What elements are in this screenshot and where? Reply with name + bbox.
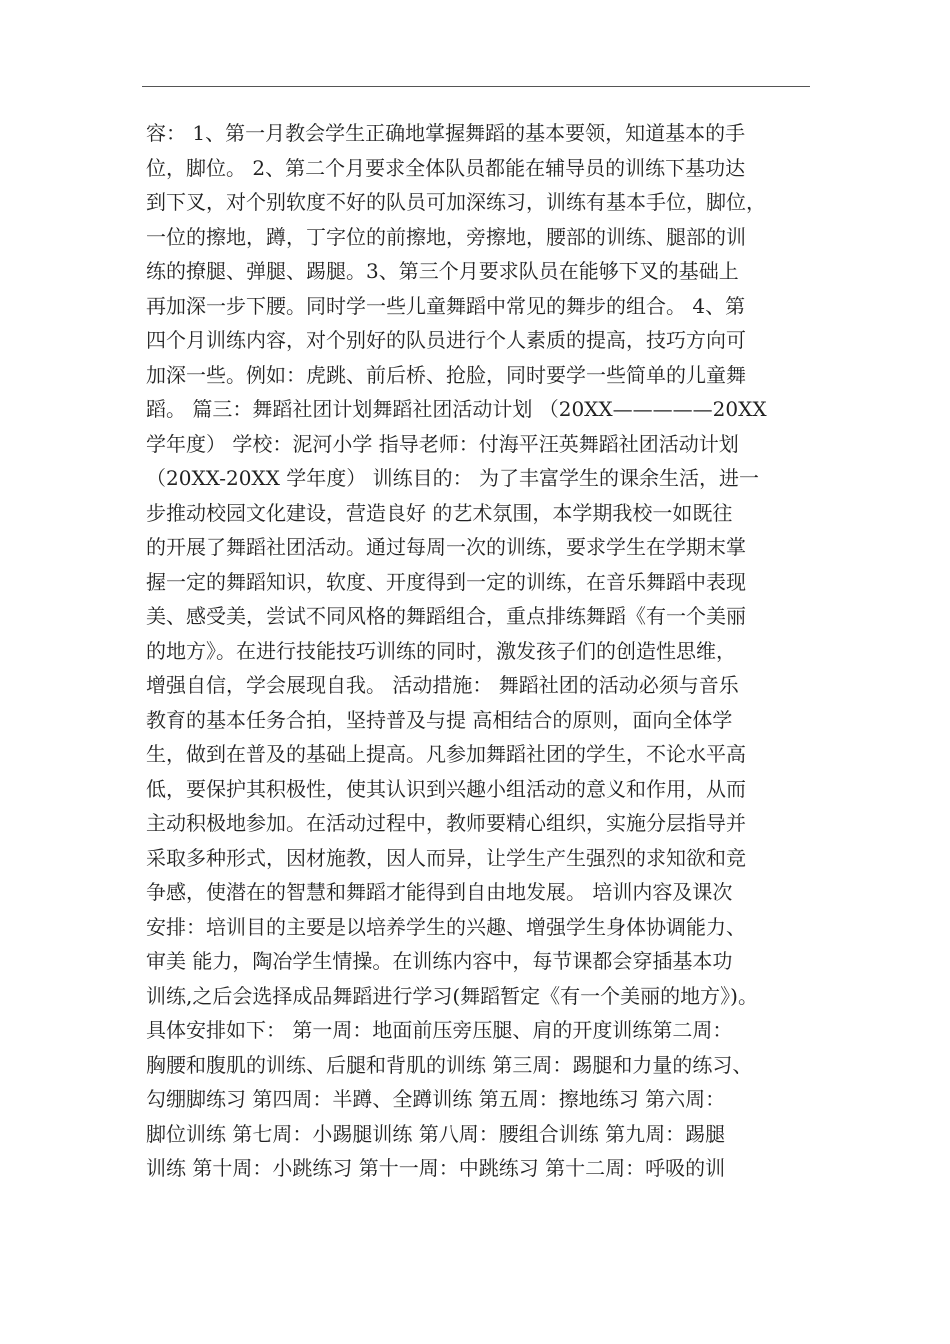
text-line: 的地方》。在进行技能技巧训练的同时，激发孩子们的创造性思维，	[146, 638, 736, 663]
text-line: 增强自信，学会展现自我。 活动措施： 舞蹈社团的活动必须与音乐	[146, 673, 739, 697]
text-line: 争感，使潜在的智慧和舞蹈才能得到自由地发展。 培训内容及课次	[146, 880, 733, 904]
text-line: 握一定的舞蹈知识，软度、开度得到一定的训练，在音乐舞蹈中表现	[146, 569, 746, 594]
body-text	[146, 116, 818, 1186]
text-line: 位，脚位。 2、第二个月要求全体队员都能在辅导员的训练下基功达	[146, 155, 746, 180]
text-line: 再加深一步下腰。同时学一些儿童舞蹈中常见的舞步的组合。 4、第	[146, 293, 746, 318]
text-line: 一位的擦地，蹲，丁字位的前擦地，旁擦地，腰部的训练、腿部的训	[146, 224, 746, 249]
text-line: 具体安排如下： 第一周：地面前压旁压腿、肩的开度训练第二周：	[146, 1018, 733, 1042]
text-line: 训练,之后会选择成品舞蹈进行学习(舞蹈暂定《有一个美丽的地方》)。	[146, 983, 758, 1008]
text-line: 低，要保护其积极性，使其认识到兴趣小组活动的意义和作用，从而	[146, 776, 746, 801]
text-line: 的开展了舞蹈社团活动。通过每周一次的训练，要求学生在学期末掌	[146, 535, 746, 559]
text-line: 生，做到在普及的基础上提高。凡参加舞蹈社团的学生，不论水平高	[146, 742, 746, 766]
text-line: 四个月训练内容，对个别好的队员进行个人素质的提高，技巧方向可	[146, 328, 746, 352]
text-line: 美、感受美，尝试不同风格的舞蹈组合，重点排练舞蹈《有一个美丽	[146, 604, 746, 628]
text-line: 教育的基本任务合拍，坚持普及与提 高相结合的原则，面向全体学	[146, 707, 733, 732]
text-line: 学年度） 学校：泥河小学 指导老师：付海平汪英舞蹈社团活动计划	[146, 431, 739, 456]
text-line: 勾绷脚练习 第四周：半蹲、全蹲训练 第五周：擦地练习 第六周：	[146, 1087, 726, 1111]
text-line: 脚位训练 第七周：小踢腿训练 第八周：腰组合训练 第九周：踢腿	[146, 1121, 726, 1146]
text-line: 练的撩腿、弹腿、踢腿。3、第三个月要求队员在能够下叉的基础上	[146, 259, 739, 283]
header-rule	[142, 86, 810, 87]
text-line: 蹈。 篇三：舞蹈社团计划舞蹈社团活动计划 （20XX—————20XX	[146, 397, 767, 421]
text-line: 步推动校园文化建设，营造良好 的艺术氛围，本学期我校一如既往	[146, 500, 733, 525]
text-line: 胸腰和腹肌的训练、后腿和背肌的训练 第三周：踢腿和力量的练习、	[146, 1052, 753, 1077]
text-line: 到下叉，对个别软度不好的队员可加深练习，训练有基本手位，脚位，	[146, 190, 766, 214]
text-line: 采取多种形式，因材施教，因人而异，让学生产生强烈的求知欲和竞	[146, 845, 746, 870]
text-line: （20XX-20XX 学年度） 训练目的： 为了丰富学生的课余生活，进一	[146, 466, 759, 490]
text-line: 训练 第十周：小跳练习 第十一周：中跳练习 第十二周：呼吸的训	[146, 1156, 726, 1180]
text-line: 加深一些。例如：虎跳、前后桥、抢脸，同时要学一些简单的儿童舞	[146, 362, 746, 387]
text-line: 主动积极地参加。在活动过程中，教师要精心组织，实施分层指导并	[146, 811, 746, 835]
text-line: 安排：培训目的主要是以培养学生的兴趣、增强学生身体协调能力、	[146, 914, 746, 939]
text-line: 容： 1、第一月教会学生正确地掌握舞蹈的基本要领，知道基本的手	[146, 121, 746, 145]
text-line: 审美 能力，陶冶学生情操。在训练内容中，每节课都会穿插基本功	[146, 949, 733, 973]
